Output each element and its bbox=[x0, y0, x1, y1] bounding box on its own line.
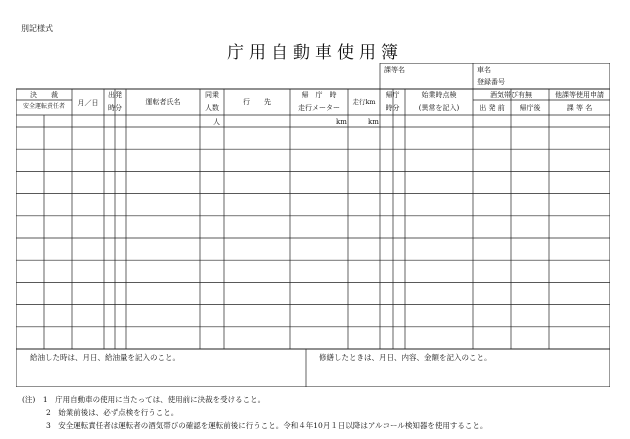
passengers-header-2: 人数 bbox=[205, 104, 219, 112]
return-time-header: 時分 bbox=[385, 104, 400, 112]
odometer-header: 走行メーター bbox=[298, 104, 340, 112]
notes bbox=[22, 393, 487, 432]
seatbelt-header: 酒気帯び有無 bbox=[490, 91, 532, 99]
vehicle-name-label: 車名 bbox=[477, 66, 491, 74]
usage-log-table bbox=[16, 63, 610, 387]
safety-manager-header: 安全運転責任者 bbox=[22, 103, 65, 110]
return-header: 帰庁 bbox=[385, 91, 400, 99]
other-section-header: 他課等使用申請 bbox=[555, 91, 604, 99]
registration-label: 登録番号 bbox=[477, 78, 505, 86]
note-1: (注) 1 庁用自動車の使用に当たっては、使用前に決裁を受けること。 bbox=[22, 395, 266, 404]
note-2: 2 始業前後は、必ず点検を行うこと。 bbox=[46, 408, 179, 417]
inspection-header: 始業時点検 bbox=[421, 91, 457, 99]
approval-header: 決 裁 bbox=[30, 91, 58, 99]
note-3: 3 安全運転責任者は運転者の酒気帯びの確認を運転前後に行うこと。令和４年10月１日以降はアルコール検知器を使用すること。 bbox=[46, 421, 488, 430]
distance-unit: km bbox=[368, 118, 379, 126]
before-departure-header: 出 発 前 bbox=[479, 104, 505, 112]
passengers-unit: 人 bbox=[213, 118, 220, 126]
driver-header: 運転者氏名 bbox=[145, 98, 181, 106]
distance-header: 走行km bbox=[352, 98, 376, 106]
fuel-note: 給油した時は、月日、給油量を記入のこと。 bbox=[30, 353, 180, 362]
section-name-header: 課 等 名 bbox=[566, 104, 593, 112]
date-header: 月／日 bbox=[77, 99, 99, 107]
repair-note: 修繕したときは、月日、内容、金額を記入のこと。 bbox=[319, 353, 492, 362]
departure-time-header: 時分 bbox=[108, 104, 122, 112]
inspection-note-header: (異常を記入) bbox=[418, 104, 460, 112]
passengers-header: 同乗 bbox=[205, 91, 219, 99]
odometer-unit: km bbox=[336, 118, 347, 126]
page-title: 庁用自動車使用簿 bbox=[227, 43, 403, 63]
form-label: 別記様式 bbox=[21, 24, 53, 33]
section-label: 課等名 bbox=[384, 66, 405, 74]
destination-header: 行 先 bbox=[243, 98, 271, 106]
after-return-header: 帰庁後 bbox=[519, 104, 541, 112]
departure-header: 出発 bbox=[108, 91, 122, 99]
return-odometer-header: 帰 庁 時 bbox=[301, 91, 337, 99]
